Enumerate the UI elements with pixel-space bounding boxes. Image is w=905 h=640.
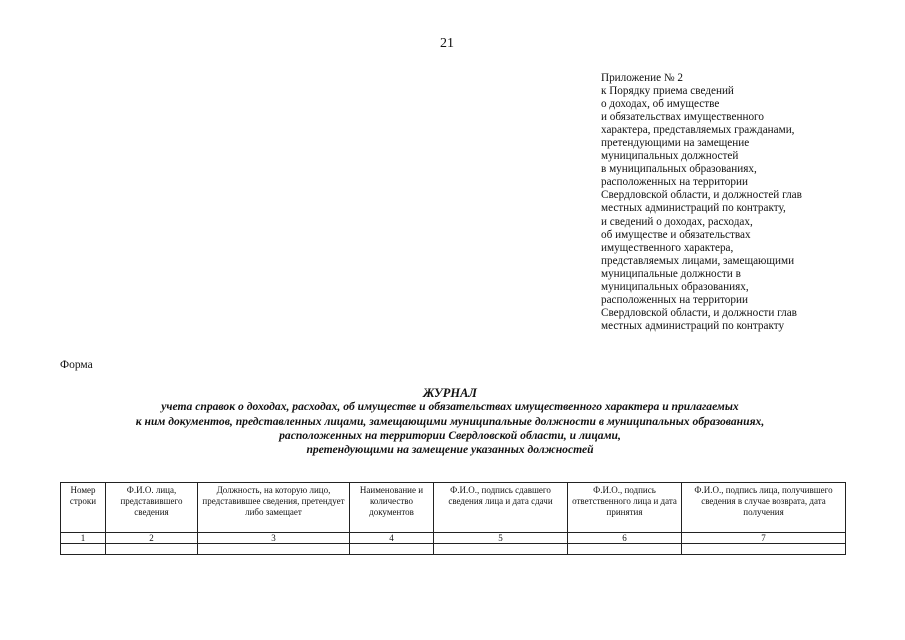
appendix-line: муниципальных должностей: [601, 150, 739, 163]
table-cell: [682, 544, 846, 555]
journal-subtitle-line: расположенных на территории Свердловской области, и лицами,: [279, 428, 621, 442]
table-header-row: [61, 483, 846, 533]
column-header: Должность, на которую лицо, представившее сведения, претендует либо замещает: [198, 483, 350, 533]
appendix-line: Свердловской области, и должностей глав: [601, 189, 802, 202]
journal-subtitle-line: учета справок о доходах, расходах, об имуществе и обязательствах имущественного характера и прилагаемых: [161, 400, 739, 414]
appendix-line: к Порядку приема сведений: [601, 85, 734, 98]
table-cell: [61, 544, 106, 555]
appendix-line: имущественного характера,: [601, 241, 734, 254]
column-number: 4: [350, 533, 434, 544]
appendix-line: представляемых лицами, замещающими: [601, 254, 795, 267]
column-header: Ф.И.О., подпись сдавшего сведения лица и дата сдачи: [434, 483, 568, 533]
column-number: 3: [198, 533, 350, 544]
column-header: Ф.И.О. лица, представившего сведения: [106, 483, 198, 533]
journal-table: [60, 482, 846, 555]
column-number: 1: [61, 533, 106, 544]
appendix-line: и обязательствах имущественного: [601, 111, 764, 124]
page-number: 21: [440, 36, 454, 51]
journal-subtitle-line: претендующими на замещение указанных должностей: [306, 443, 594, 457]
appendix-line: об имуществе и обязательствах: [601, 228, 751, 241]
appendix-line: местных администраций по контракту,: [601, 202, 786, 215]
column-number: 6: [568, 533, 682, 544]
appendix-line: муниципальные должности в: [601, 267, 741, 280]
appendix-line: о доходах, об имуществе: [601, 98, 720, 111]
appendix-line: в муниципальных образованиях,: [601, 163, 757, 176]
appendix-line: характера, представляемых гражданами,: [601, 124, 795, 137]
appendix-block: [601, 72, 891, 333]
journal-heading: [40, 386, 860, 457]
table-cell: [434, 544, 568, 555]
column-number: 7: [682, 533, 846, 544]
appendix-line: Приложение № 2: [601, 72, 683, 84]
table-cell: [568, 544, 682, 555]
table-row: [61, 544, 846, 555]
table-cell: [198, 544, 350, 555]
column-header: Наименование и количество документов: [350, 483, 434, 533]
column-header: Ф.И.О., подпись лица, получившего сведения в случае возврата, дата получения: [682, 483, 846, 533]
appendix-line: и сведений о доходах, расходах,: [601, 215, 753, 228]
journal-subtitle-line: к ним документов, представленных лицами, замещающими муниципальные должности в муниципальных образованиях,: [135, 414, 765, 428]
column-number: 5: [434, 533, 568, 544]
column-number-row: [61, 533, 846, 544]
appendix-line: расположенных на территории: [601, 293, 748, 306]
table-cell: [106, 544, 198, 555]
column-header: Номер строки: [61, 483, 106, 533]
column-header: Ф.И.О., подпись ответственного лица и дата принятия: [568, 483, 682, 533]
journal-title: ЖУРНАЛ: [422, 386, 478, 400]
appendix-line: Свердловской области, и должности глав: [601, 306, 797, 319]
appendix-line: претендующими на замещение: [601, 137, 750, 150]
column-number: 2: [106, 533, 198, 544]
appendix-line: расположенных на территории: [601, 176, 748, 189]
table-cell: [350, 544, 434, 555]
appendix-line: муниципальных образованиях,: [601, 280, 749, 293]
appendix-line: местных администраций по контракту: [601, 319, 785, 332]
form-label: Форма: [60, 359, 93, 371]
